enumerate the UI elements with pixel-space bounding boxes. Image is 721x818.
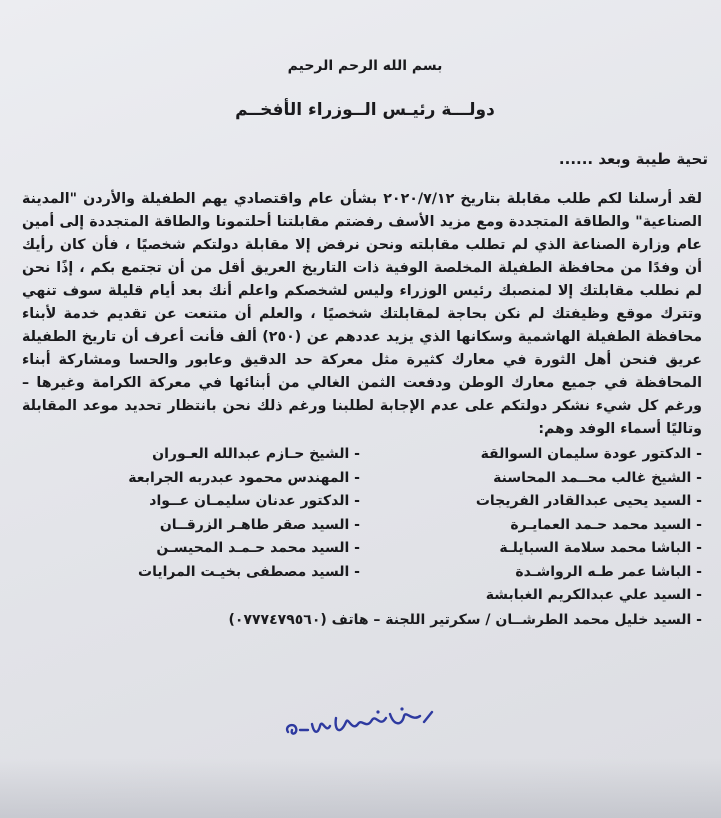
letter-body: لقد أرسلنا لكم طلب مقابلة بتاريخ ٢٠٢٠/٧/١٢ بشأن عام واقتصادي يهم الطفيلة والأردن "المدينة الصناعية" والطاقة المتجددة ومع مزيد الأسف رفضتم مقابلتنا أحلتمونا والطاقة المتجددة إلى أمين عام وزارة الصناعة الذي لم تطلب مقابلته ونحن نرفض إلا مقابلة دولتكم شخصيًا ، فأن كان رأيك أن وفدًا من محافظة الطفيلة المخلصة الوفية ذات التاريخ العريق أقل من أن تجتمع بكم ، إذًا نحن لم نطلب مقابلتك إلا لمنصبك رئيس الوزراء وليس لشخصكم واعلم أنك بعد أيام قليلة سوف تنهي وتترك موقع وظيفتك لم نكن بحاجة لمقابلتك شخصيًا ، والعلم أن متنعت عن تقديم خدمة لأبناء محافظة الطفيلة الهاشمية وسكانها الذي يزيد عددهم عن (٢٥٠) ألف فأنت أعرف أن تاريخ الطفيلة عريق فنحن أهل الثورة في معارك كثيرة مثل معركة حد الدقيق وعابور والحسا ومشاركة أبناء المحافظة في جميع معارك الوطن ودفعت الثمن الغالي من أبنائها في معركة الكرامة وغيرها – ورغم كل شيء نشكر دولتكم على عدم الإجابة لطلبنا ورغم ذلك نحن بانتظار تحديد موعد المقابلة وتاليًا أسماء الوفد وهم: [22,191,702,437]
list-item: - الشيخ غالب محــمد المحاسنة [370,467,702,491]
list-item: - المهندس محمود عبدربه الجرابعة [22,467,360,491]
list-item: - السيد مصطفى بخيـت المرايات [22,561,360,585]
list-item: - السيد علي عبدالكريم الغبابشة [370,584,702,608]
list-item: - الدكتور عودة سليمان السوالقة [370,443,702,467]
greeting: تحية طيبة وبعد ...... [558,150,708,168]
addressee: دولـــة رئيـس الــوزراء الأفخــم [235,100,495,120]
list-item: - الشيخ حـازم عبدالله العـوران [22,443,360,467]
delegation-list [22,443,708,608]
list-item: - الدكتور عدنان سليمـان عــواد [22,490,360,514]
list-item: - السيد محمد حـمد العمايـرة [370,514,702,538]
secretary-line: - السيد خليل محمد الطرشــان / سكرتير اللجنة – هاتف (٠٧٧٧٤٧٩٥٦٠) [22,608,708,632]
list-item: - السيد يحيى عبدالقادر الفريجات [370,490,702,514]
letter [22,58,708,632]
handwritten-signature [282,704,452,744]
list-item: - السيد صقر طاهـر الزرقــان [22,514,360,538]
list-item: - الباشا محمد سلامة السبايلـة [370,537,702,561]
list-item: - الباشا عمر طـه الرواشـدة [370,561,702,585]
basmala: بسم الله الرحم الرحيم [287,58,443,74]
delegation-column-right [370,443,708,608]
list-item: - السيد محمد حـمـد المحيسـن [22,537,360,561]
delegation-column-left [22,443,360,608]
